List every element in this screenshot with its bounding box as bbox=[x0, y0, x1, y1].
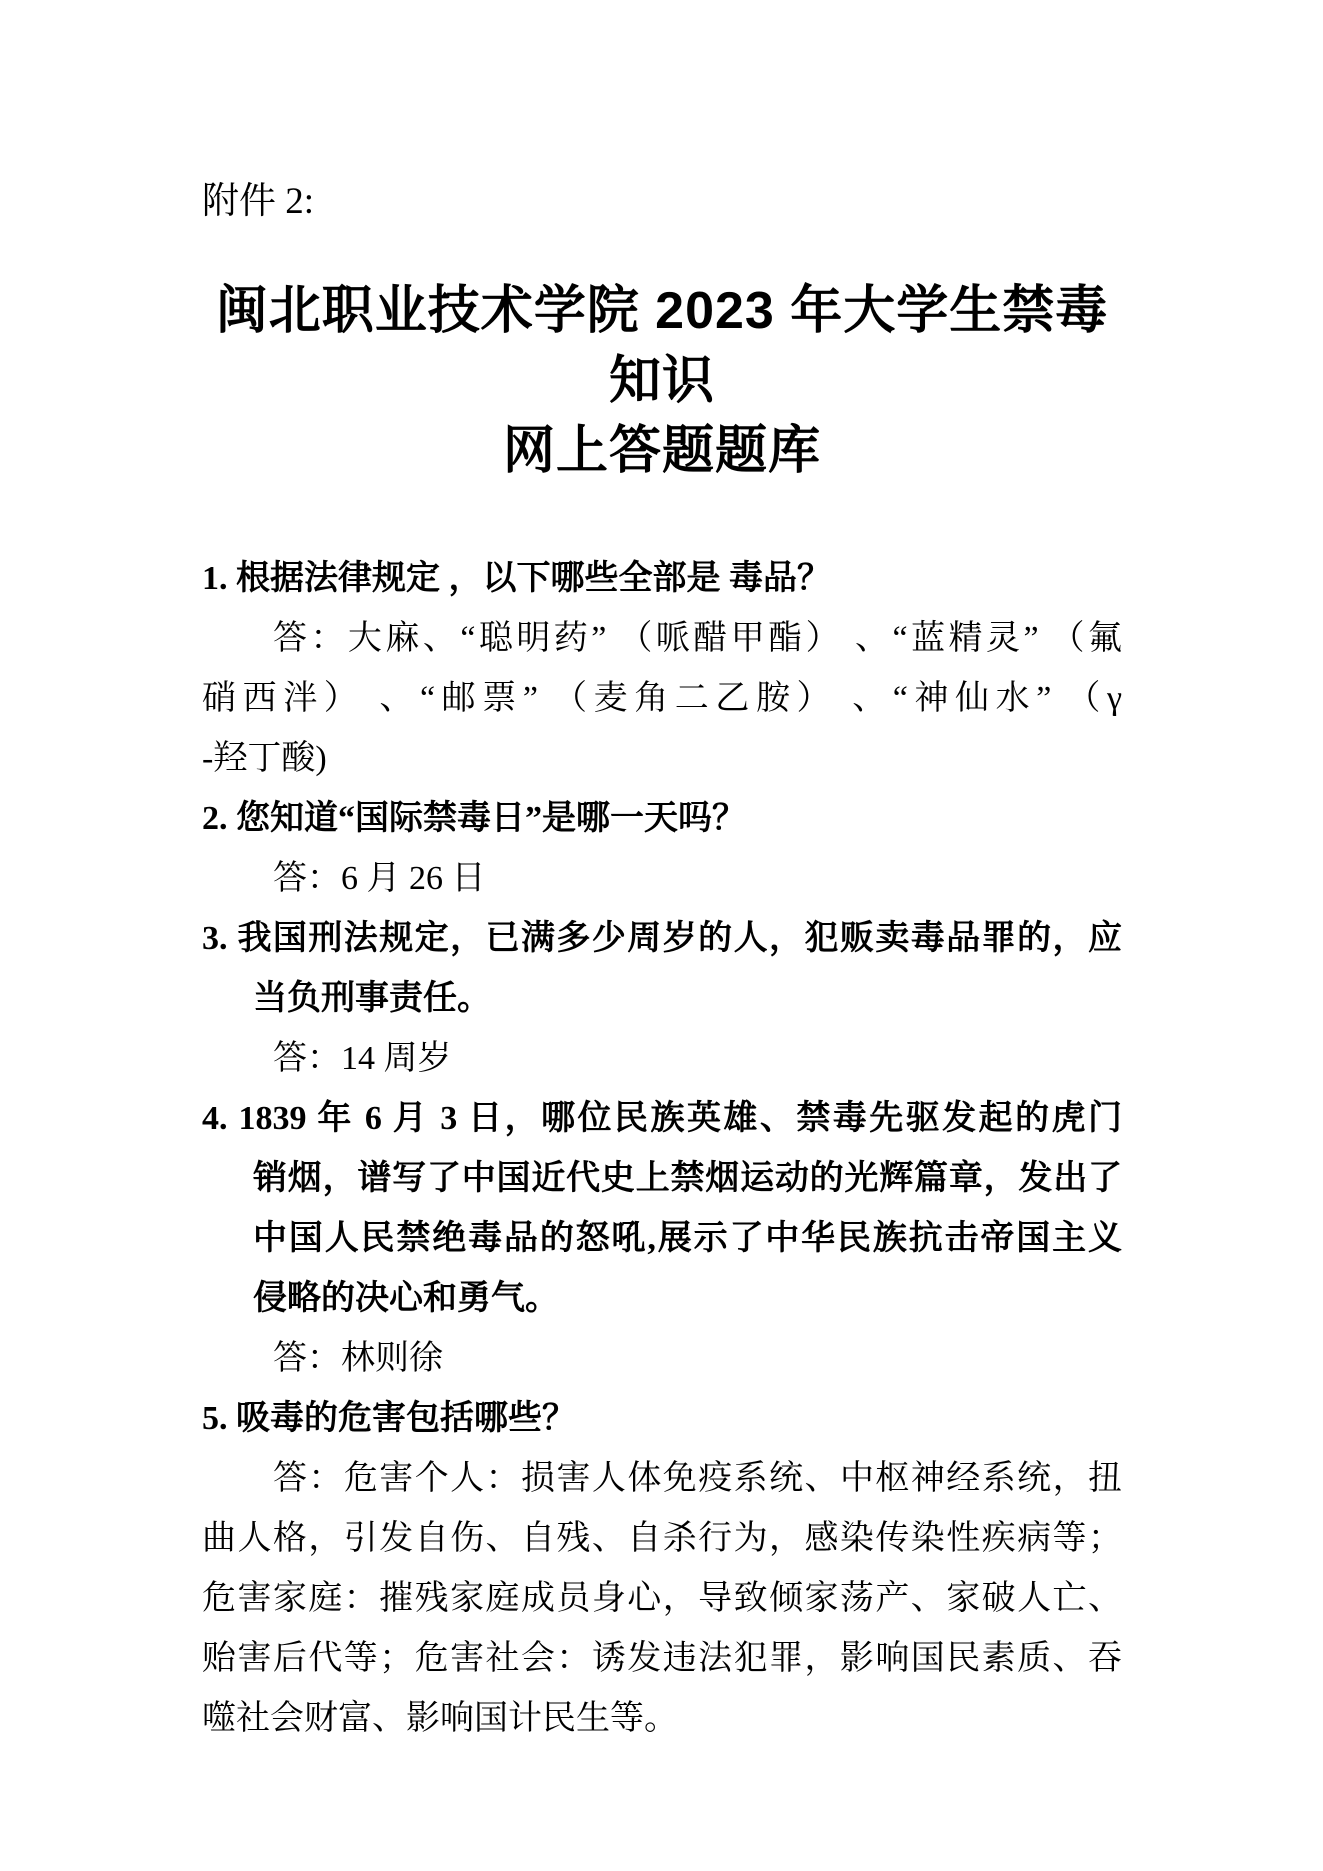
qa-item-1 bbox=[202, 549, 1122, 789]
attachment-label: 附件 2: bbox=[202, 181, 315, 222]
answer-line: 硝西泮） 、“邮票” （麦角二乙胺） 、“神仙水” （γ bbox=[202, 680, 1122, 717]
document-title bbox=[202, 276, 1122, 486]
answer-line: 答：6 月 26 日 bbox=[273, 860, 486, 897]
answer-line: 答：危害个人：损害人体免疫系统、中枢神经系统，扭 bbox=[273, 1460, 1122, 1497]
question-line: 4. 1839 年 6 月 3 日，哪位民族英雄、禁毒先驱发起的虎门 bbox=[202, 1100, 1122, 1137]
answer-line: -羟丁酸) bbox=[202, 740, 327, 777]
answer-line: 答：14 周岁 bbox=[273, 1040, 452, 1077]
answer-line: 危害家庭：摧残家庭成员身心，导致倾家荡产、家破人亡、 bbox=[202, 1580, 1122, 1617]
question-line: 3. 我国刑法规定，已满多少周岁的人，犯贩卖毒品罪的，应 bbox=[202, 920, 1122, 957]
question-line: 侵略的决心和勇气。 bbox=[253, 1280, 559, 1317]
qa-item-4 bbox=[202, 1089, 1122, 1389]
question-line: 5. 吸毒的危害包括哪些？ bbox=[202, 1400, 576, 1437]
question-line: 中国人民禁绝毒品的怒吼,展示了中华民族抗击帝国主义 bbox=[253, 1220, 1122, 1257]
answer-line: 答：林则徐 bbox=[273, 1340, 443, 1377]
qa-list bbox=[202, 549, 1122, 1749]
answer-line: 答：大麻、“聪明药” （哌醋甲酯） 、“蓝精灵” （氟 bbox=[273, 620, 1122, 657]
qa-item-3 bbox=[202, 909, 1122, 1089]
qa-item-2 bbox=[202, 789, 1122, 909]
title-line-2: 网上答题题库 bbox=[502, 422, 821, 480]
title-line-1: 闽北职业技术学院 2023 年大学生禁毒知识 bbox=[215, 282, 1109, 410]
question-line: 销烟，谱写了中国近代史上禁烟运动的光辉篇章，发出了 bbox=[253, 1160, 1122, 1197]
answer-line: 曲人格，引发自伤、自残、自杀行为，感染传染性疾病等； bbox=[202, 1520, 1122, 1557]
question-line: 1. 根据法律规定 ，以下哪些全部是 毒品？ bbox=[202, 560, 831, 597]
question-line: 2. 您知道“国际禁毒日”是哪一天吗？ bbox=[202, 800, 746, 837]
qa-item-5 bbox=[202, 1389, 1122, 1749]
question-line: 当负刑事责任。 bbox=[253, 980, 491, 1017]
answer-line: 噬社会财富、影响国计民生等。 bbox=[202, 1700, 678, 1737]
answer-line: 贻害后代等；危害社会：诱发违法犯罪，影响国民素质、吞 bbox=[202, 1640, 1122, 1677]
